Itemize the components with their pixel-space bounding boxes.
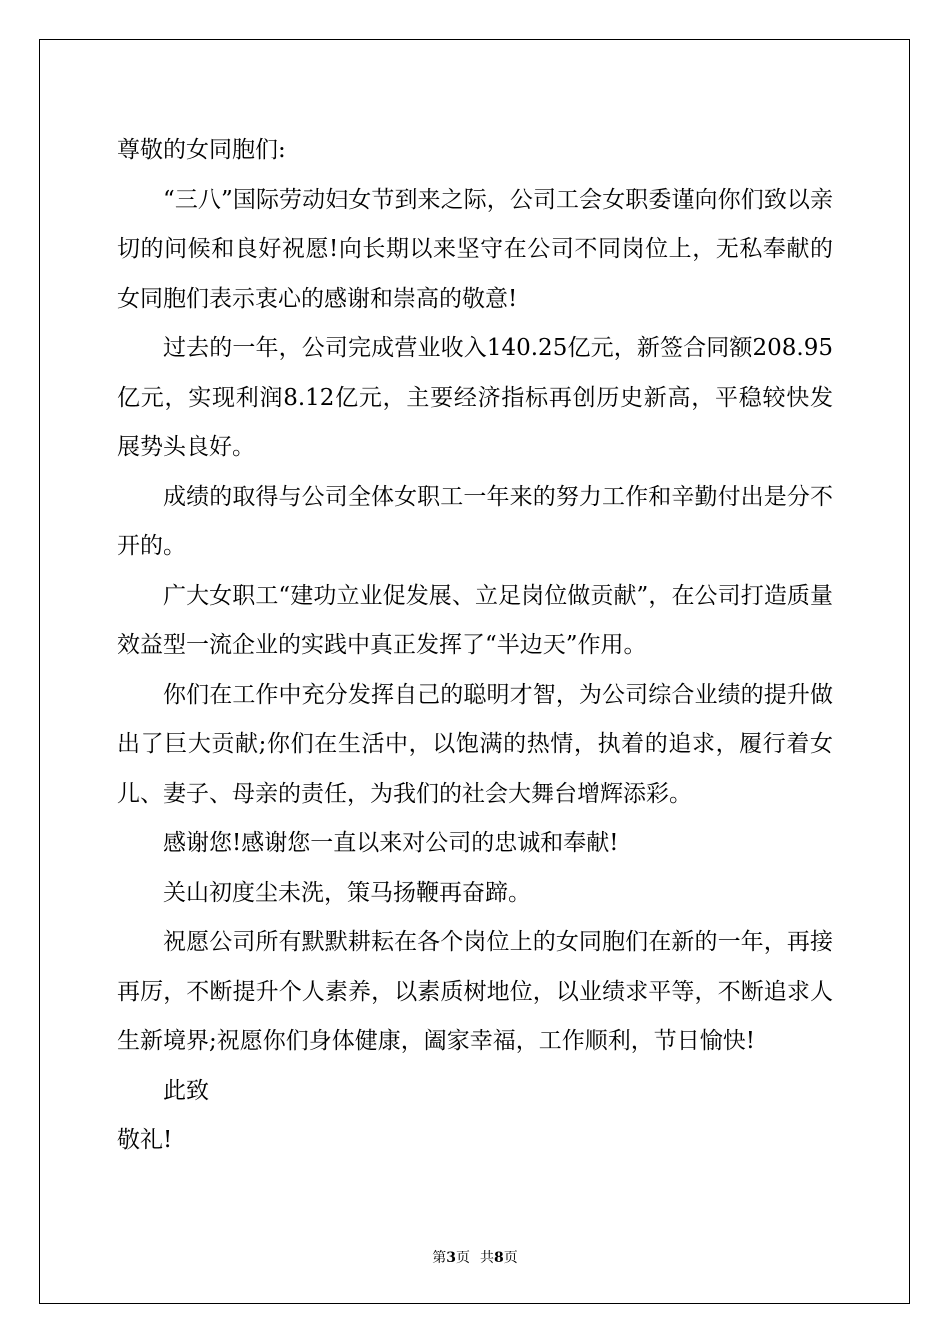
paragraph-wishes: 祝愿公司所有默默耕耘在各个岗位上的女同胞们在新的一年，再接再厉，不断提升个人素养，以素质树地位，以业绩求平等，不断追求人生新境界;祝愿你们身体健康，阖家幸福，工作顺利，节日愉快! (117, 929, 833, 1054)
page-footer (0, 1247, 950, 1267)
page-total: 8 (494, 1250, 504, 1266)
greeting: 尊敬的女同胞们: (117, 137, 286, 163)
paragraph-annual-results: 过去的一年，公司完成营业收入140.25亿元，新签合同额208.95亿元，实现利润8.12亿元，主要经济指标再创历史新高，平稳较快发展势头良好。 (117, 335, 833, 460)
closing-salutation: 此致 (163, 1077, 209, 1104)
page-current: 3 (446, 1250, 456, 1266)
paragraph-work-and-life: 你们在工作中充分发挥自己的聪明才智，为公司综合业绩的提升做出了巨大贡献;你们在生活中，以饱满的热情，执着的追求，履行着女儿、妻子、母亲的责任，为我们的社会大舞台增辉添彩。 (117, 681, 833, 807)
total-prefix: 共 (480, 1250, 494, 1266)
paragraph-thanks: 感谢您!感谢您一直以来对公司的忠诚和奉献! (163, 830, 619, 856)
page-prefix: 第 (432, 1250, 447, 1266)
closing-regards: 敬礼! (117, 1127, 173, 1153)
page-unit: 页 (456, 1250, 470, 1266)
paragraph-poem: 关山初度尘未洗，策马扬鞭再奋蹄。 (163, 879, 531, 906)
paragraph-contribution: 广大女职工“建功立业促发展、立足岗位做贡献”，在公司打造质量效益型一流企业的实践中真正发挥了“半边天”作用。 (117, 582, 833, 658)
total-unit: 页 (503, 1250, 518, 1266)
letter-body (117, 126, 833, 1166)
paragraph-holiday-greeting: “三八”国际劳动妇女节到来之际，公司工会女职委谨向你们致以亲切的问候和良好祝愿!向长期以来坚守在公司不同岗位上，无私奉献的女同胞们表示衷心的感谢和崇高的敬意! (117, 186, 833, 312)
paragraph-achievements: 成绩的取得与公司全体女职工一年来的努力工作和辛勤付出是分不开的。 (117, 483, 833, 559)
